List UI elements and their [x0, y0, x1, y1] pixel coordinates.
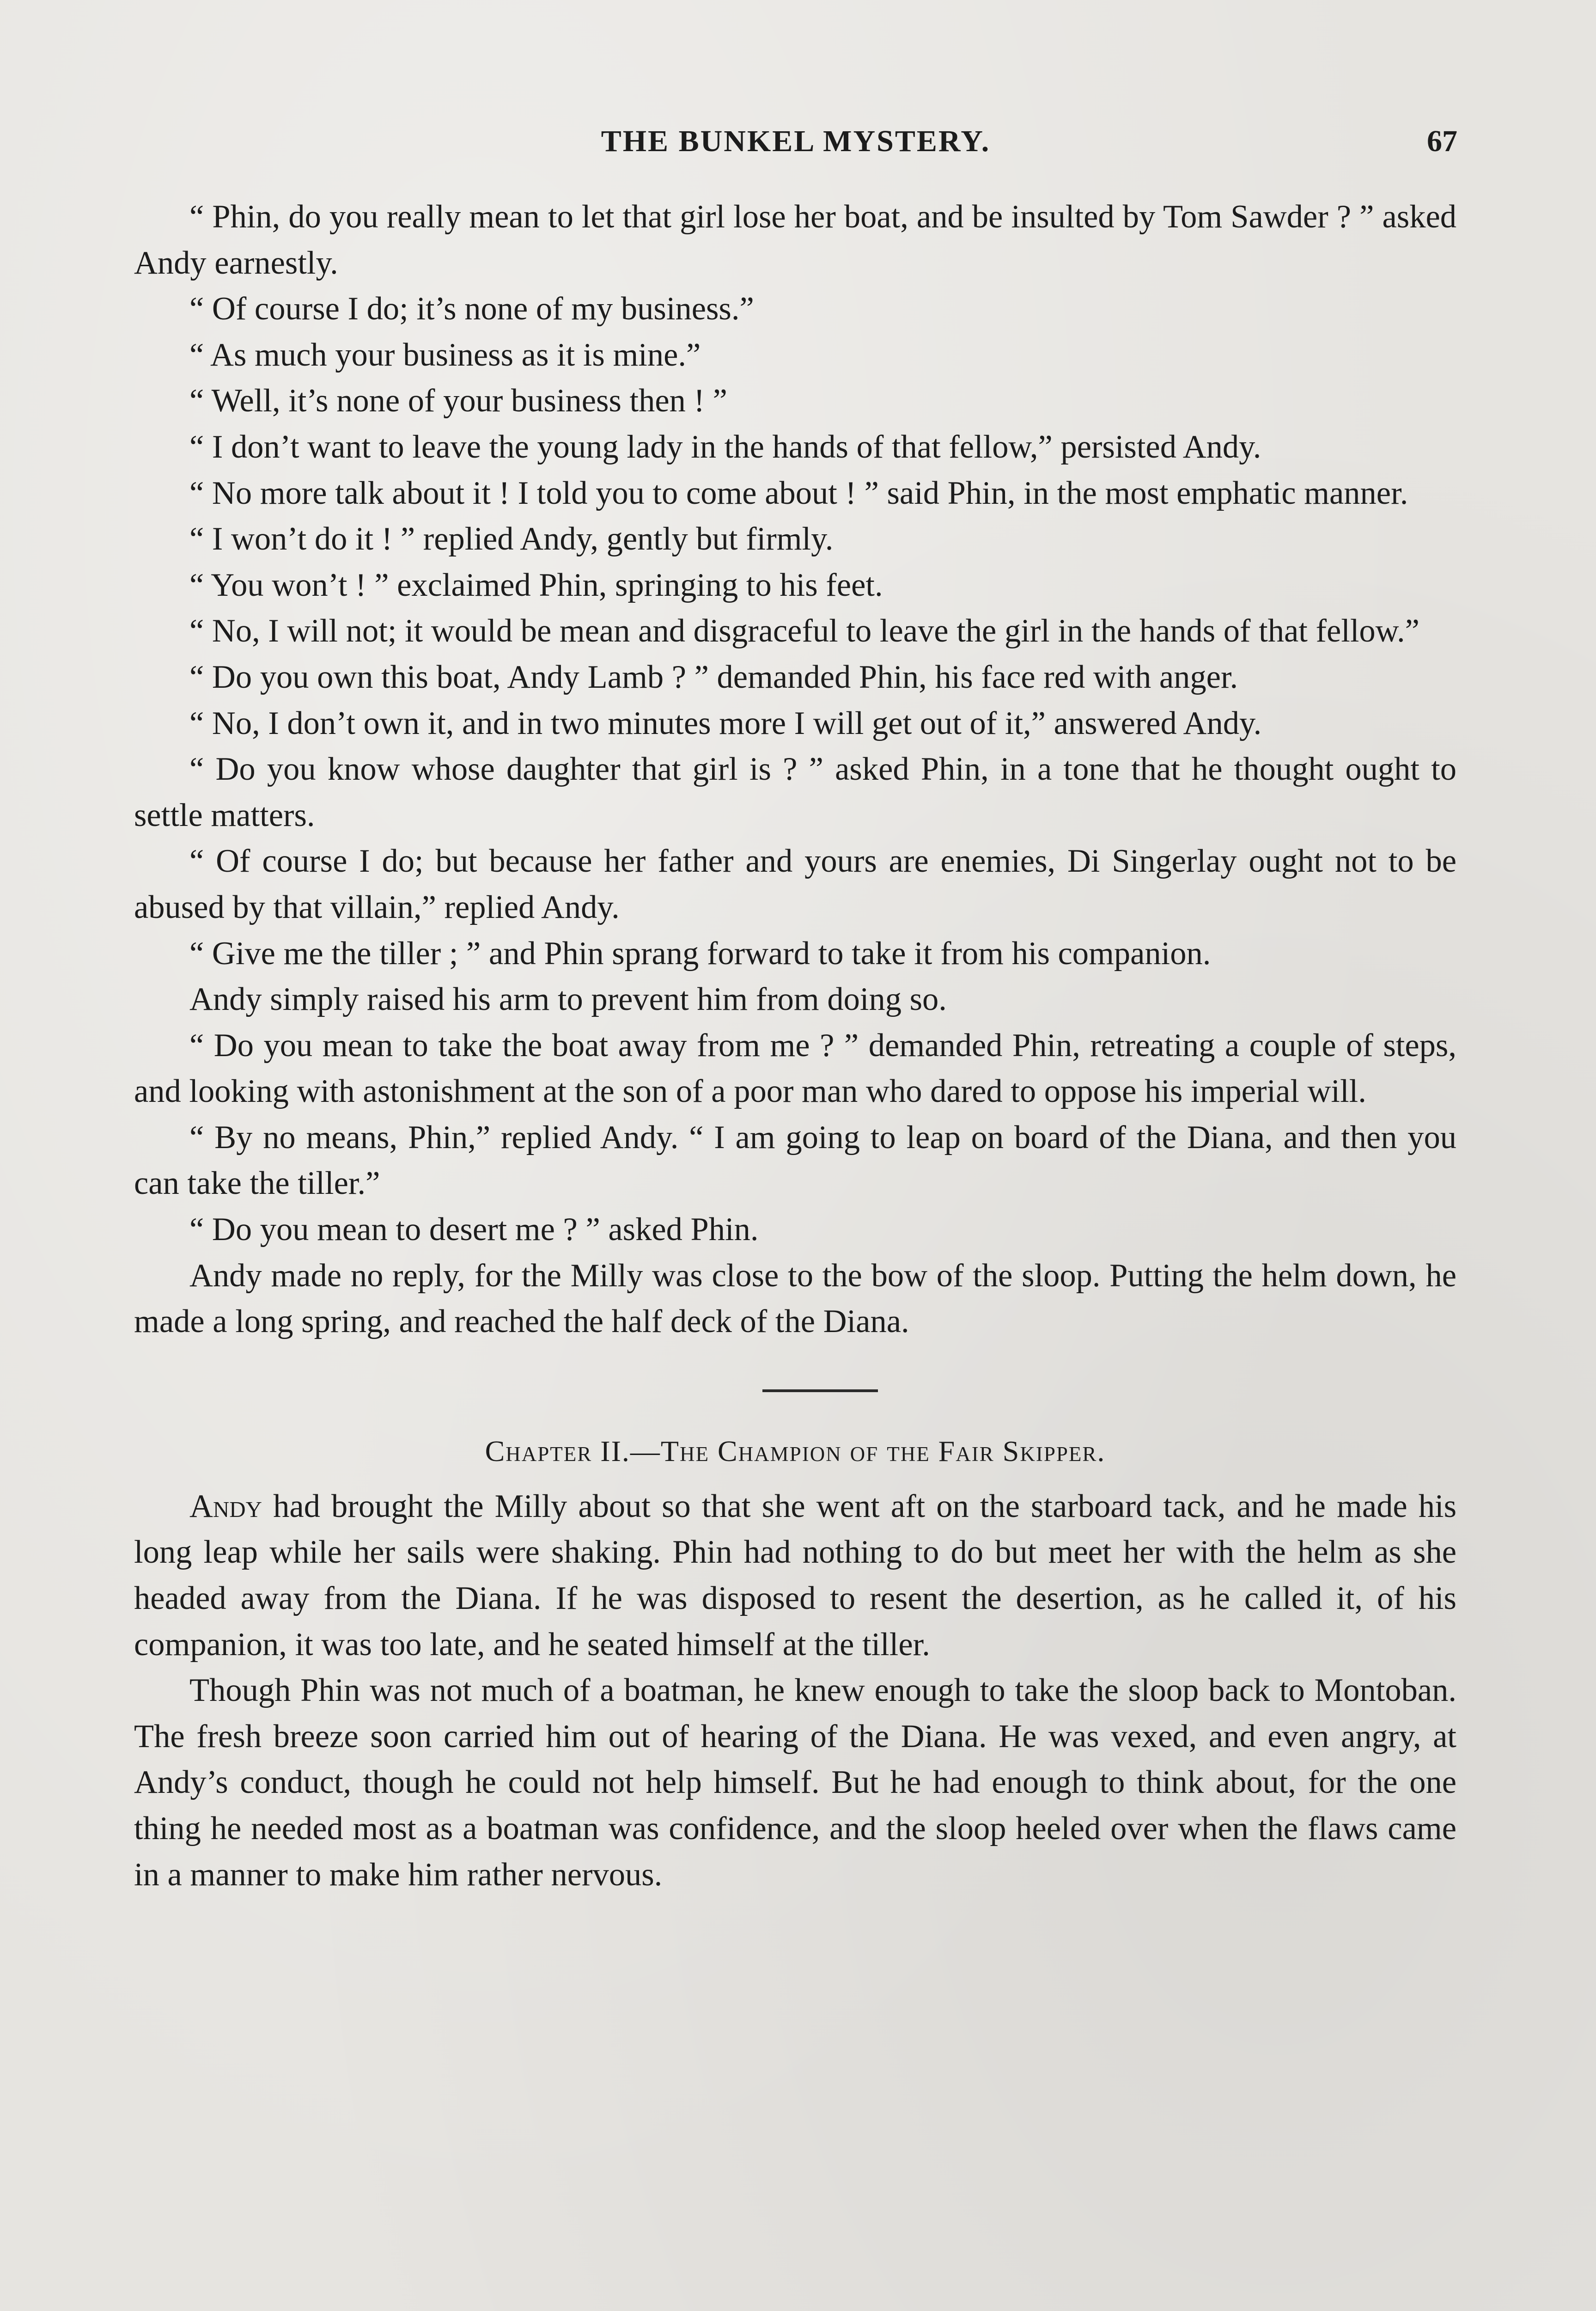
paragraph: “ No, I will not; it would be mean and disgraceful to leave the girl in the hands of that fellow.”: [189, 613, 1419, 649]
section-break: [134, 1345, 1456, 1437]
paragraph: “ No, I don’t own it, and in two minutes more I will get out of it,” answered Andy.: [189, 705, 1262, 741]
paragraph: “ Do you mean to take the boat away from me ? ” demanded Phin, retreating a couple of steps, and looking with astonishment at the son of a poor man who dared to oppose his imperial will.: [134, 1027, 1456, 1110]
paragraph: Andy made no reply, for the Milly was close to the bow of the sloop. Putting the helm down, he made a long spring, and reached the half deck of the Diana.: [134, 1257, 1456, 1340]
chapter-heading: Chapter II.—The Champion of the Fair Skipper.: [485, 1434, 1106, 1467]
paragraph: “ Of course I do; it’s none of my business.”: [189, 291, 754, 327]
running-head: THE BUNKEL MYSTERY.: [601, 124, 991, 158]
section-rule: [762, 1389, 878, 1392]
paragraph: “ Phin, do you really mean to let that girl lose her boat, and be insulted by Tom Sawder ? ” asked Andy earnestly.: [134, 199, 1456, 281]
paragraph: “ As much your business as it is mine.”: [189, 336, 701, 373]
paragraph: “ No more talk about it ! I told you to come about ! ” said Phin, in the most emphatic manner.: [189, 475, 1408, 511]
body-text: [134, 194, 1456, 1898]
chapter-opening-paragraph: [134, 1484, 1456, 1668]
paragraphs-before: [134, 194, 1456, 1345]
paragraph: “ Well, it’s none of your business then ! ”: [189, 383, 727, 419]
paragraph: Though Phin was not much of a boatman, he knew enough to take the sloop back to Montoban. The fresh breeze soon carried him out of hearing of the Diana. He was vexed, and even angry, at Andy’s conduct, though he could not help himself. But he had enough to think about, for the one thing he needed most as a boatman was confidence, and the sloop heeled over when the flaws came in a manner to make him rather nervous.: [134, 1672, 1456, 1893]
paragraph: Andy simply raised his arm to prevent him from doing so.: [189, 981, 947, 1018]
paragraph: “ Do you own this boat, Andy Lamb ? ” demanded Phin, his face red with anger.: [189, 659, 1238, 695]
page-header: [134, 124, 1457, 175]
chapter-opening-text: had brought the Milly about so that she went aft on the starboard tack, and he made his long leap while her sails were shaking. Phin had nothing to do but meet her with the helm as she headed away from the Diana. If he was disposed to resent the desertion, as he called it, of his companion, it was too late, and he seated himself at the tiller.: [134, 1488, 1456, 1663]
paragraph: “ By no means, Phin,” replied Andy. “ I am going to leap on board of the Diana, and then you can take the tiller.”: [134, 1119, 1456, 1202]
paragraphs-after: [134, 1668, 1456, 1898]
chapter-lead-word: Andy: [189, 1488, 262, 1524]
paragraph: “ I won’t do it ! ” replied Andy, gently but firmly.: [189, 521, 834, 557]
paragraph: “ I don’t want to leave the young lady in the hands of that fellow,” persisted Andy.: [189, 428, 1261, 465]
page-number: 67: [1427, 124, 1457, 158]
paragraph: “ You won’t ! ” exclaimed Phin, springing to his feet.: [189, 567, 883, 603]
paragraph: “ Give me the tiller ; ” and Phin sprang forward to take it from his companion.: [189, 935, 1211, 972]
paragraph: “ Do you mean to desert me ? ” asked Phin.: [189, 1211, 759, 1248]
paragraph: “ Of course I do; but because her father and yours are enemies, Di Singerlay ought not to be abused by that villain,” replied Andy.: [134, 843, 1456, 925]
paragraph: “ Do you know whose daughter that girl is ? ” asked Phin, in a tone that he thought ought to settle matters.: [134, 751, 1456, 833]
